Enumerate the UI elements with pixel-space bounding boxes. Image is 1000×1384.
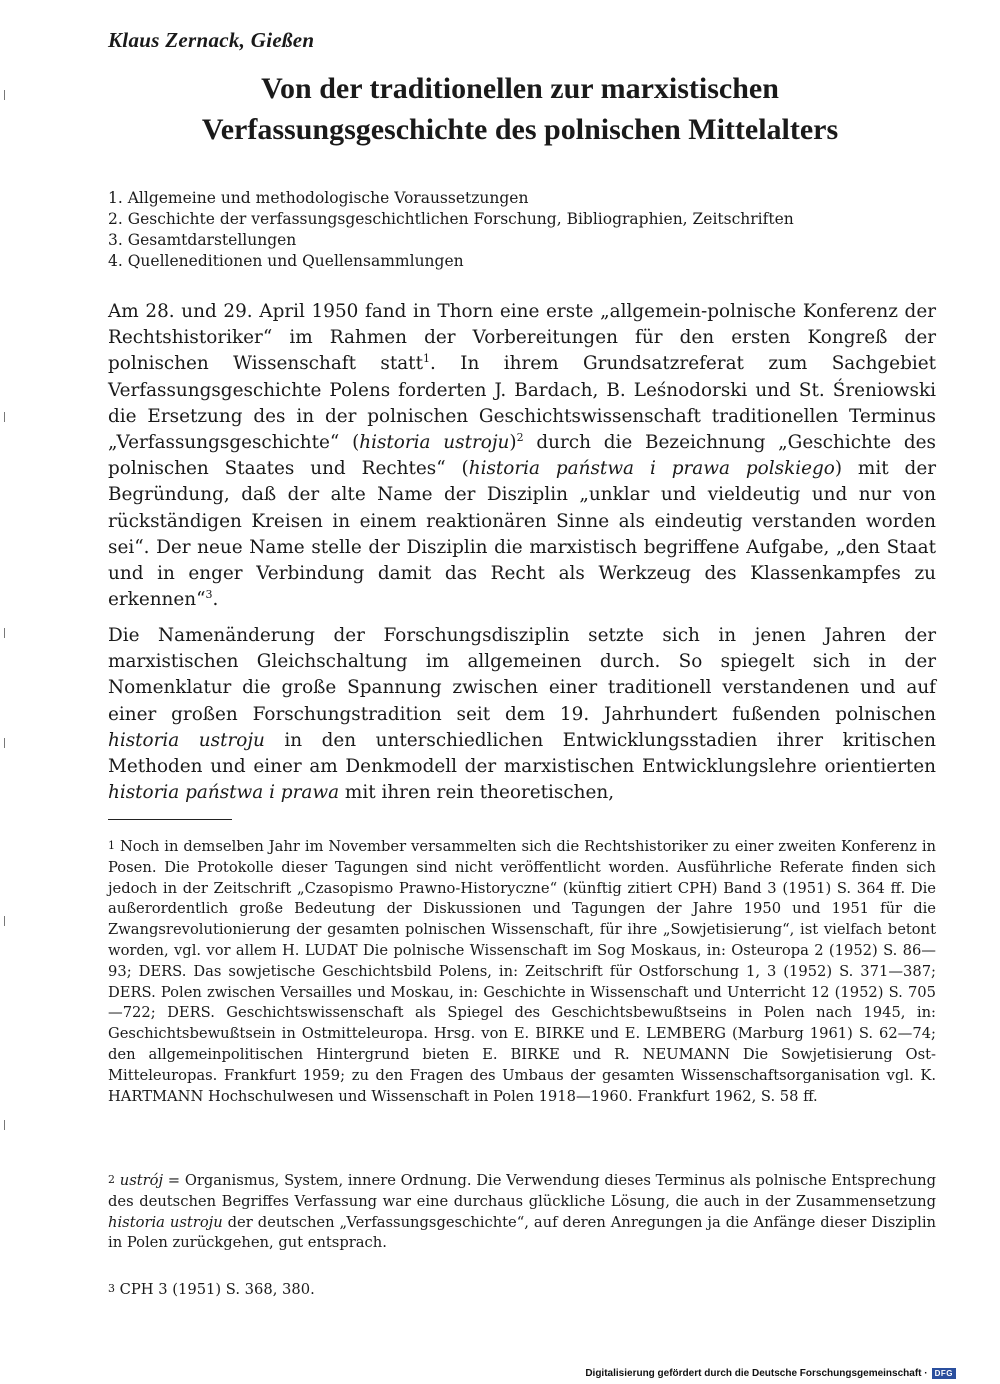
title-line-1: Von der traditionellen zur marxistischen xyxy=(261,72,779,105)
footnote-number: 1 xyxy=(108,839,115,852)
footnote-number: 3 xyxy=(108,1282,115,1295)
footnote-ref: 1 xyxy=(422,352,430,366)
margin-mark xyxy=(4,90,5,100)
footnote-3: $^3$ CPH 3 (1951) S. 368, 380. xyxy=(108,1281,315,1298)
dfg-logo-icon: DFG xyxy=(932,1368,956,1379)
page-title xyxy=(100,68,940,150)
table-of-contents xyxy=(108,188,948,272)
footnote-ref: 2 xyxy=(516,430,524,444)
footnote-2: $^2$ ustrój = Organismus, System, innere Ordnung. Die Verwendung dieses Terminus als polnische Entsprechung des deutschen Begriffes Verfassung war eine durchaus glückliche Lösung, die auch in der Zusammensetzung historia ustroju der deutschen „Verfassungsgeschichte“, auf deren Anregungen ja die Anfänge dieser Disziplin in Polen zurückgehen, gut entsprach. xyxy=(108,1172,936,1252)
body-paragraph-2: Die Namenänderung der Forschungsdisziplin setzte sich in jenen Jahren der marxistischen Gleichschaltung im allgemeinen durch. So spiegelt sich in der Nomenklatur die große Spannung zwischen einer traditionell verstandenen und auf einer großen Forschungstradition seit dem 19. Jahrhundert fußenden polnischen historia ustroju in den unterschiedlichen Entwicklungsstadien ihrer kritischen Methoden und einer am Denkmodell der marxistischen Entwicklungslehre orientierten historia państwa i prawa mit ihren rein theoretischen, xyxy=(108,625,936,804)
footnote-divider xyxy=(108,819,232,820)
author-line: Klaus Zernack, Gießen xyxy=(108,28,315,52)
footnote-1: $^1$ Noch in demselben Jahr im November versammelten sich die Rechtshistoriker zu einer zweiten Konferenz in Posen. Die Protokolle dieser Tagungen sind nicht veröffentlicht worden. Ausführliche Referate finden sich jedoch in der Zeitschrift „Czasopismo Prawno-Historyczne“ (künftig zitiert CPH) Band 3 (1951) S. 364 ff. Die außerordentlich große Bedeutung der Diskussionen und Tagungen der Jahre 1950 und 1951 für die Zwangsrevolutionierung der gesamten polnischen Wissenschaft, für ihre „Sowjetisierung“, ist vielfach betont worden, vgl. vor allem H. LUDAT Die polnische Wissenschaft im Sog Moskaus, in: Osteuropa 2 (1952) S. 86—93; DERS. Das sowjetische Geschichtsbild Polens, in: Zeitschrift für Ostforschung 1, 3 (1952) S. 371—387; DERS. Polen zwischen Versailles und Moskau, in: Geschichte in Wissenschaft und Unterricht 12 (1952) S. 705—722; DERS. Geschichtswissenschaft als Spiegel des Geschichtsbewußtseins in Polen nach 1945, in: Geschichtsbewußtsein in Ostmitteleuropa. Hrsg. von E. BIRKE und E. LEMBERG (Marburg 1961) S. 62—74; den allgemeinpolitischen Hintergrund bieten E. BIRKE und R. NEUMANN Die Sowjetisierung Ost-Mitteleuropas. Frankfurt 1959; zu den Fragen des Umbaus der gesamten Wissenschaftsorganisation vgl. K. HARTMANN Hochschulwesen und Wissenschaft in Polen 1918—1960. Frankfurt 1962, S. 58 ff. xyxy=(108,838,937,1105)
margin-mark xyxy=(4,916,5,926)
toc-item: 1. Allgemeine und methodologische Voraussetzungen xyxy=(108,189,529,207)
margin-mark xyxy=(4,1120,5,1130)
toc-item: 4. Quelleneditionen und Quellensammlungen xyxy=(108,252,464,270)
footnote-ref: 3 xyxy=(205,588,213,602)
title-line-2: Verfassungsgeschichte des polnischen Mittelalters xyxy=(201,113,839,146)
toc-item: 2. Geschichte der verfassungsgeschichtlichen Forschung, Bibliographien, Zeitschriften xyxy=(108,210,794,228)
digitization-credit xyxy=(585,1368,956,1379)
toc-item: 3. Gesamtdarstellungen xyxy=(108,231,297,249)
margin-mark xyxy=(4,628,5,638)
credit-text: Digitalisierung gefördert durch die Deutsche Forschungsgemeinschaft · xyxy=(585,1368,928,1379)
body-paragraph-1: Am 28. und 29. April 1950 fand in Thorn eine erste „allgemein-polnische Konferenz der Rechtshistoriker“ im Rahmen der Vorbereitungen für den ersten Kongreß der polnischen Wissenschaft statt$^1$. In ihrem Grundsatzreferat zum Sachgebiet Verfassungsgeschichte Polens forderten J. Bardach, B. Leśnodorski und St. Śreniowski die Ersetzung des in der polnischen Geschichtswissenschaft traditionellen Terminus „Verfassungsgeschichte“ (historia ustroju)$^2$ durch die Bezeichnung „Geschichte des polnischen Staates und Rechtes“ (historia państwa i prawa polskiego) mit der Begründung, daß der alte Name der Disziplin „unklar und vieldeutig und nur von rückständigen Kreisen in einem reaktionären Sinne als eindeutig verstanden worden sei“. Der neue Name stelle der Disziplin die marxistisch begriffene Aufgabe, „den Staat und in enger Verbindung damit das Recht als Werkzeug des Klassenkampfes zu erkennen“$^3$. xyxy=(108,301,937,611)
footnote-number: 2 xyxy=(108,1173,115,1186)
margin-mark xyxy=(4,412,5,422)
margin-mark xyxy=(4,738,5,748)
